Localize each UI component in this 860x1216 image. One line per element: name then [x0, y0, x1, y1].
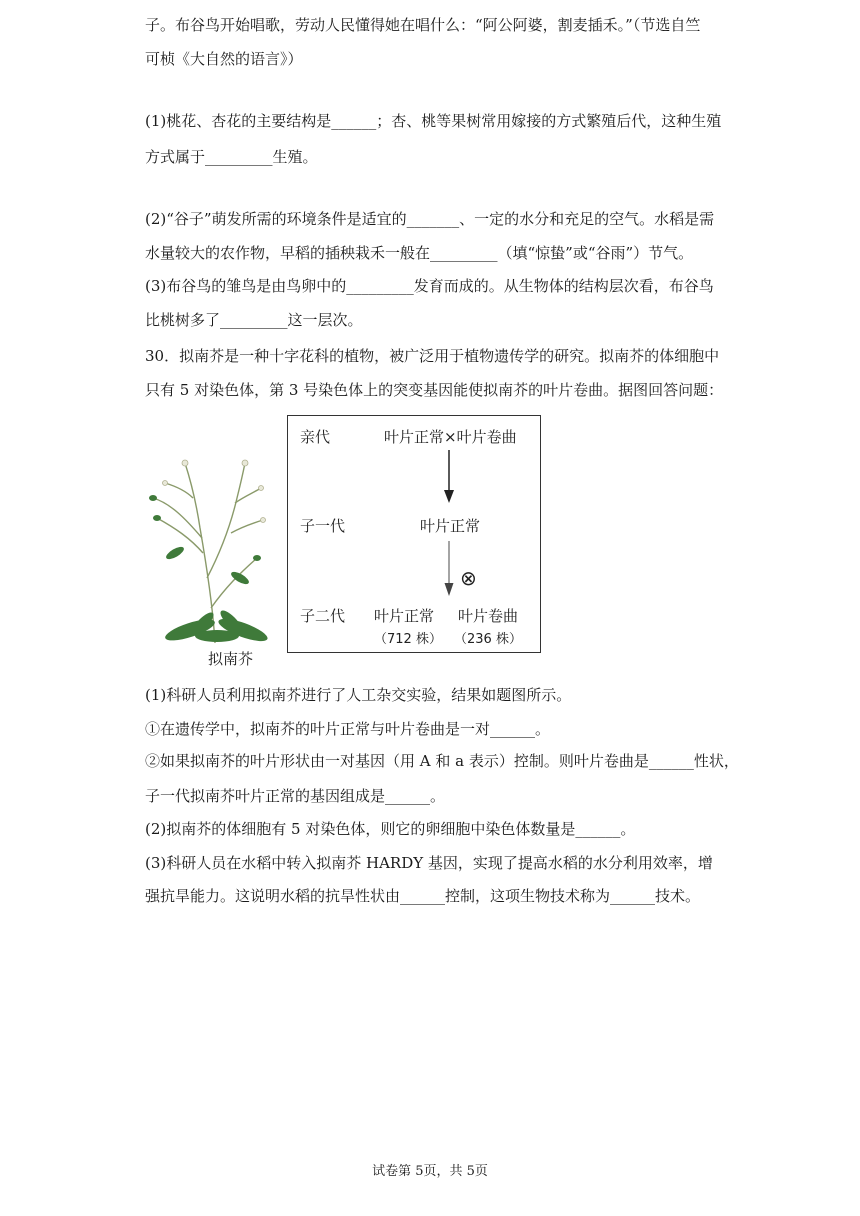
question-30-1-b-line-1: ②如果拟南芥的叶片形状由一对基因（用 A 和 a 表示）控制。则叶片卷曲是______性状，: [145, 752, 739, 770]
arabidopsis-plant-illustration: [145, 458, 275, 648]
f2-curled-count: （236 株）: [454, 632, 522, 647]
genetic-cross-diagram: [287, 415, 541, 653]
question-29-2-line-2: 水量较大的农作物，早稻的插秧栽禾一般在_________（填“惊蛰”或“谷雨”）节气。: [145, 244, 694, 262]
f2-normal-count: （712 株）: [374, 632, 442, 647]
f2-generation-label: 子二代: [300, 607, 346, 625]
question-29-2-line-1: (2)“谷子”萌发所需的环境条件是适宜的_______、一定的水分和充足的空气。水稻是需: [145, 210, 715, 228]
question-30-line-2: 只有 5 对染色体，第 3 号染色体上的突变基因能使拟南芥的叶片卷曲。据图回答问题：: [145, 381, 724, 399]
question-30-1-a: ①在遗传学中，拟南芥的叶片正常与叶片卷曲是一对______。: [145, 720, 551, 738]
down-arrow-icon: [442, 541, 456, 597]
down-arrow-icon: [442, 450, 456, 504]
question-29-1-line-1: (1)桃花、杏花的主要结构是______；杏、桃等果树常用嫁接的方式繁殖后代，这种生殖: [145, 112, 722, 130]
question-30-3-line-1: (3)科研人员在水稻中转入拟南芥 HARDY 基因，实现了提高水稻的水分利用效率，增: [145, 854, 713, 872]
parent-generation-label: 亲代: [300, 428, 331, 446]
parent-cross-text: 叶片正常×叶片卷曲: [384, 428, 517, 446]
plant-caption: 拟南芥: [208, 650, 254, 668]
f1-generation-label: 子一代: [300, 517, 346, 535]
question-30-1: (1)科研人员利用拟南芥进行了人工杂交实验，结果如题图所示。: [145, 686, 572, 704]
page-footer: 试卷第 5页，共 5页: [372, 1164, 488, 1179]
question-30-1-b-line-2: 子一代拟南芥叶片正常的基因组成是______。: [145, 787, 446, 805]
question-30-2: (2)拟南芥的体细胞有 5 对染色体，则它的卵细胞中染色体数量是______。: [145, 820, 636, 838]
question-29-3-line-2: 比桃树多了_________这一层次。: [145, 311, 363, 329]
question-29-3-line-1: (3)布谷鸟的雏鸟是由鸟卵中的_________发育而成的。从生物体的结构层次看，布谷鸟: [145, 277, 714, 295]
question-30-3-line-2: 强抗旱能力。这说明水稻的抗旱性状由______控制，这项生物技术称为______技术。: [145, 887, 701, 905]
f2-normal-label: 叶片正常: [374, 607, 435, 625]
text-line-1: 子。布谷鸟开始唱歌，劳动人民懂得她在唱什么：“阿公阿婆，割麦插禾。”（节选自竺: [145, 16, 701, 34]
f1-value: 叶片正常: [420, 517, 481, 535]
question-29-1-line-2: 方式属于_________生殖。: [145, 148, 318, 166]
text-line-2: 可桢《大自然的语言》）: [145, 50, 303, 68]
question-30-line-1: 30．拟南芥是一种十字花科的植物，被广泛用于植物遗传学的研究。拟南芥的体细胞中: [145, 347, 720, 365]
f2-curled-label: 叶片卷曲: [458, 607, 519, 625]
self-pollination-symbol: ⊗: [460, 566, 477, 590]
